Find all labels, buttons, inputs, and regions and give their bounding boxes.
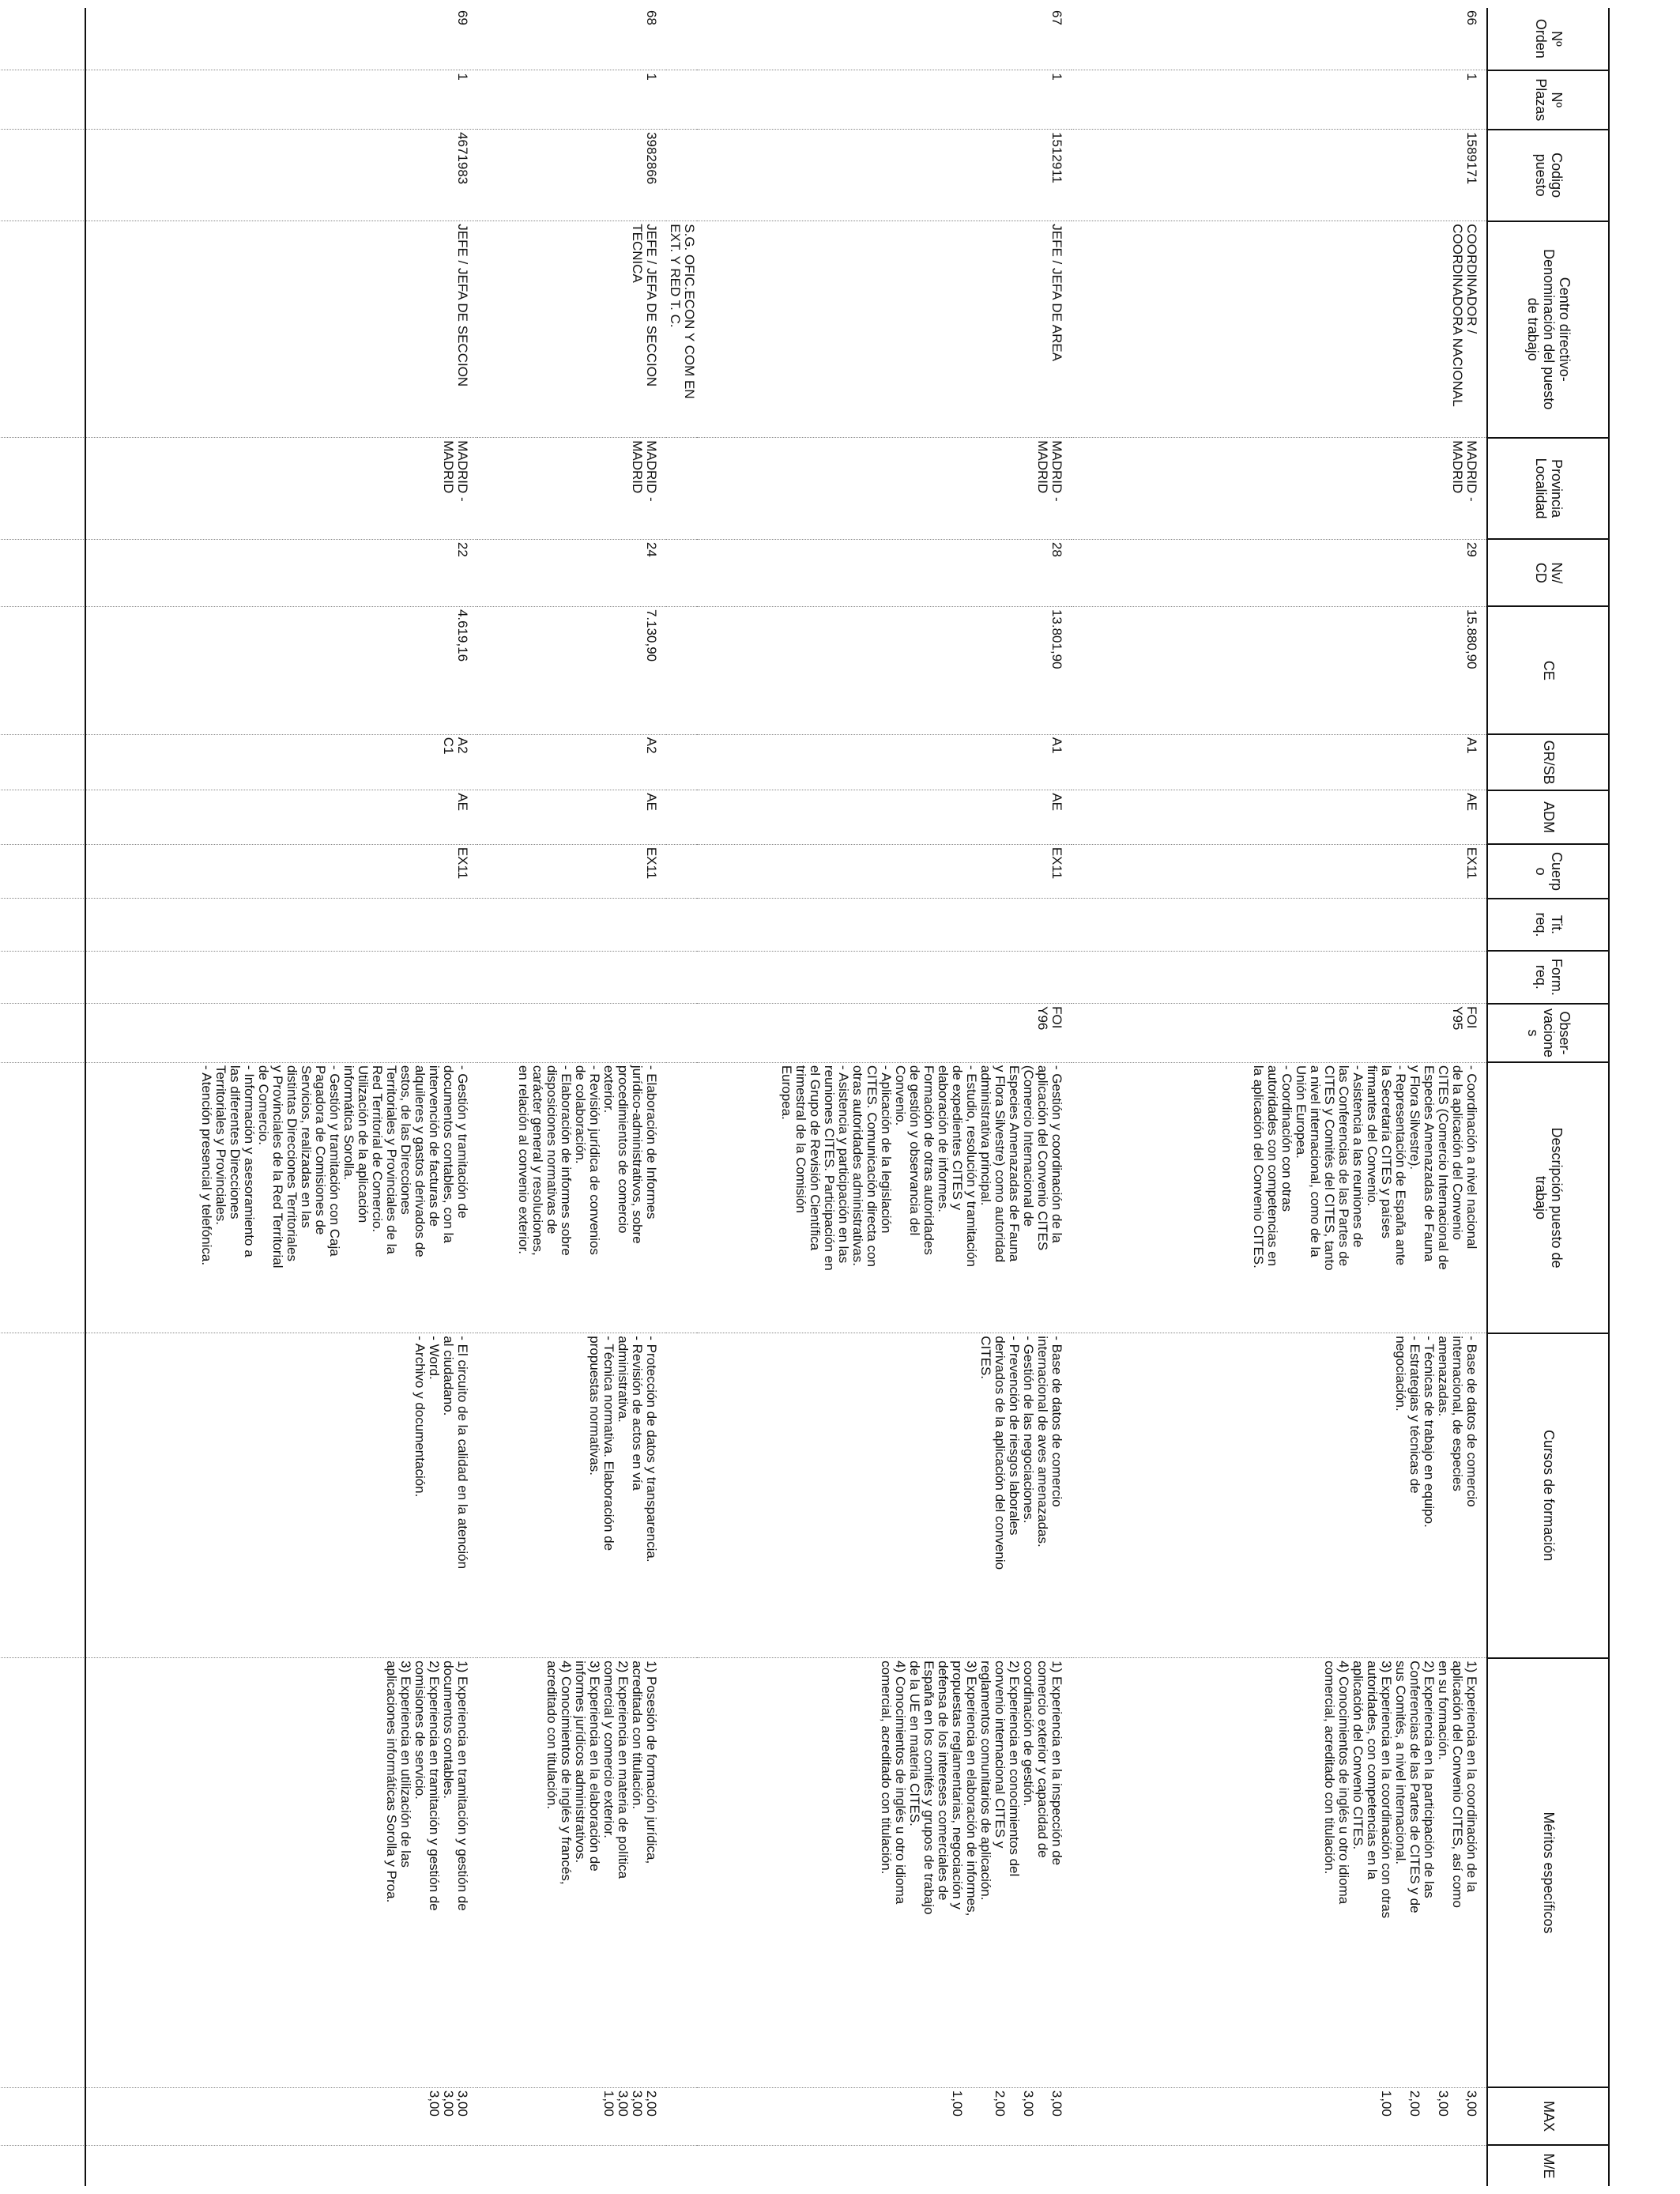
cell-me <box>0 2145 477 2186</box>
table-row <box>477 8 666 2186</box>
cell-provincia: MADRID - MADRID <box>0 438 477 540</box>
cell-descripcion: - Gestión y tramitación de documentos contables, con la intervención de facturas de alquileres y gastos derivados de estos, de las Direcciones Territoriales y Provinciales de la Red Territorial de Comercio. Utilización de la aplicación informática Sorolla. - Gestión y tramitación con Caja Pagadora de Comisiones de Servicios, realizadas en las distintas Direcciones Territoriales y Provinciales de la Red Territorial de Comercio. - Información y asesoramiento a las diferentes Direcciones Territoriales y Provinciales. - Atención presencial y telefónica. <box>0 1062 477 1333</box>
cell-nv-cd: 28 <box>698 539 1072 606</box>
cell-max: 2,00 3,00 3,00 1,00 <box>477 2087 666 2145</box>
table-row <box>0 8 477 2186</box>
cell-plazas: 1 <box>1072 70 1487 130</box>
cell-orden: 67 <box>1049 10 1064 25</box>
cell-provincia: MADRID - MADRID <box>698 438 1072 540</box>
header-ce: CE <box>1487 606 1610 734</box>
cell-observaciones: FOI Y95 <box>1072 1004 1487 1063</box>
cell-cuerpo: EX11 <box>1072 844 1487 898</box>
cell-provincia: MADRID - MADRID <box>477 438 666 540</box>
cell-orden: 66 <box>1464 10 1479 25</box>
cell-ce: 7.130,90 <box>477 606 666 734</box>
cell-cuerpo: EX11 <box>0 844 477 898</box>
cell-descripcion: - Coordinación a nivel nacional de la aplicación del Convenio CITES (Comercio Internacional de Especies Amenazadas de Fauna y Flora Silvestre). - Representación de España ante la Secretaría CITES y países firmantes del Convenio. - Asistencia a las reuniones de las Conferencias de las Partes de CITES y Comités del CITES, tanto a nivel internacional, como de la Unión Europea. - Coordinación con otras autoridades con competencias en la aplicación del Convenio CITES. <box>1072 1062 1487 1333</box>
cell-cursos: - Base de datos de comercio internacional, de especies amenazadas. - Técnicas de trabajo en equipo. - Estrategias y técnicas de negociación. <box>1072 1333 1487 1658</box>
table-body <box>0 8 1487 2186</box>
cell-meritos: 1) Experiencia en la inspección de comercio exterior y capacidad de coordinación de gestión. 2) Experiencia en conocimientos del convenio internacional CITES y reglamentos comunitarios de aplicación. 3) Experiencia en elaboración de informes, propuestas reglamentarias, negociación y defensa de los intereses comerciales de España en los comités y grupos de trabajo de la UE en materia CITES. 4) Conocimientos de inglés u otro idioma comercial, acreditado con titulación. <box>698 1658 1072 2088</box>
cell-nv-cd: 22 <box>0 539 477 606</box>
header-tit-req: Tit. req. <box>1487 899 1610 951</box>
header-codigo: Codigo puesto <box>1487 130 1610 221</box>
cell-nv-cd: 24 <box>477 539 666 606</box>
cell-ce: 13.801,90 <box>698 606 1072 734</box>
header-plazas: Nº Plazas <box>1487 70 1610 130</box>
cell-adm: AE <box>477 790 666 844</box>
cell-ce: 4.619,16 <box>0 606 477 734</box>
cell-me <box>1072 2145 1487 2186</box>
cell-observaciones <box>0 1004 477 1063</box>
header-provincia: Provincia Localidad <box>1487 438 1610 540</box>
header-form-req: Form. req. <box>1487 951 1610 1003</box>
cell-provincia: MADRID - MADRID <box>1072 438 1487 540</box>
table-header <box>1487 8 1610 2186</box>
cell-cursos: - El circuito de la calidad en la atención al ciudadano. - Word. - Archivo y documentación. <box>0 1333 477 1658</box>
header-adm: ADM <box>1487 790 1610 844</box>
cell-tit-req <box>477 899 666 951</box>
table-row <box>698 8 1072 2186</box>
cell-descripcion: - Gestión y coordinación de la aplicación del Convenio CITES (Comercio Internacional de Especies Amenazadas de Fauna y Flora Silvestre) como autoridad administrativa principal. - Estudio, resolución y tramitación de expedientes CITES y elaboración de informes. Formación de otras autoridades de gestión y observancia del Convenio. - Aplicación de la legislación CITES. Comunicación directa con otras autoridades administrativas. - Asistencia y participación en las reuniones CITES. Participación en el Grupo de Revisión Científica trimestral de la Comisión Europea. <box>698 1062 1072 1333</box>
header-cursos: Cursos de formación <box>1487 1333 1610 1658</box>
cell-nv-cd: 29 <box>1072 539 1487 606</box>
rotated-sheet <box>85 8 1610 2186</box>
header-me: M/E <box>1487 2145 1610 2186</box>
cell-meritos: 1) Experiencia en tramitación y gestión de documentos contables. 2) Experiencia en tramitación y gestión de comisiones de servicio. 3) Experiencia en utilización de las aplicaciones informáticas Sorolla y Proa. <box>0 1658 477 2088</box>
cell-centro: JEFE / JEFA DE AREA <box>698 221 1072 438</box>
cell-adm: AE <box>698 790 1072 844</box>
cell-gr-sb: A2 C1 <box>0 734 477 790</box>
header-orden: Nº Orden <box>1533 18 1565 58</box>
cell-ce: 15.880,90 <box>1072 606 1487 734</box>
cell-gr-sb: A1 <box>1072 734 1487 790</box>
cell-max: 3,00 3,00 2,00 1,00 <box>1072 2087 1487 2145</box>
cell-meritos: 1) Experiencia en la coordinación de la aplicación del Convenio CITES, así como en su formación. 2) Experiencia en la participación de las Conferencias de las Partes de CITES y de sus Comités, a nivel internacional. 3) Experiencia en la coordinación con otras autoridades, con competencias en la aplicación del Convenio CITES. 4) Conocimientos de inglés u otro idioma comercial, acreditado con titulación. <box>1072 1658 1487 2088</box>
cell-codigo: 1589171 <box>1072 130 1487 221</box>
cell-observaciones <box>477 1004 666 1063</box>
cell-cursos: - Base de datos de comercio internacional de aves amenazadas. - Gestión de las negociaciones. - Prevención de riesgos laborales derivados de la aplicación del convenio CITES. <box>698 1333 1072 1658</box>
cell-meritos: 1) Posesión de formación jurídica, acreditada con titulación. 2) Experiencia en materia de política comercial y comercio exterior. 3) Experiencia en la elaboración de informes jurídicos administrativos. 4) Conocimientos de inglés y francés, acreditado con titulación. <box>477 1658 666 2088</box>
cell-orden: 68 <box>644 10 659 25</box>
cell-orden: 69 <box>455 10 470 25</box>
unit-label: S.G. OFIC.ECON Y COM EN EXT. Y RED T. C. <box>666 221 698 438</box>
header-observaciones: Obser- vaciones <box>1487 1004 1610 1063</box>
cell-adm: AE <box>1072 790 1487 844</box>
header-descripcion: Descripción puesto de trabajo <box>1487 1062 1610 1333</box>
cell-me <box>698 2145 1072 2186</box>
header-centro: Centro directivo- Denominación del puesto de trabajo <box>1487 221 1610 438</box>
header-gr-sb: GR/SB <box>1487 734 1610 790</box>
cell-cursos: - Protección de datos y transparencia. - Revisión de actos en vía administrativa. - Técnica normativa. Elaboración de propuestas normativas. <box>477 1333 666 1658</box>
header-meritos: Méritos específicos <box>1487 1658 1610 2088</box>
job-table <box>0 8 1610 2186</box>
cell-gr-sb: A1 <box>698 734 1072 790</box>
cell-plazas: 1 <box>477 70 666 130</box>
cell-gr-sb: A2 <box>477 734 666 790</box>
cell-adm: AE <box>0 790 477 844</box>
cell-descripcion: - Elaboración de Informes jurídico-administrativos, sobre procedimientos de comercio exterior. - Revisión jurídica de convenios de colaboración. - Elaboración de informes sobre disposiciones normativas de carácter general y resoluciones, en relación al convenio exterior. <box>477 1062 666 1333</box>
header-cuerpo: Cuerpo <box>1487 844 1610 898</box>
cell-form-req <box>698 951 1072 1003</box>
unit-row <box>666 8 698 2186</box>
cell-me <box>477 2145 666 2186</box>
table-row <box>1072 8 1487 2186</box>
header-max: MAX <box>1487 2087 1610 2145</box>
cell-form-req <box>477 951 666 1003</box>
cell-tit-req <box>698 899 1072 951</box>
cell-codigo: 1512911 <box>698 130 1072 221</box>
cell-plazas: 1 <box>0 70 477 130</box>
cell-cuerpo: EX11 <box>477 844 666 898</box>
cell-plazas: 1 <box>698 70 1072 130</box>
cell-cuerpo: EX11 <box>698 844 1072 898</box>
cell-centro: JEFE / JEFA DE SECCION TECNICA <box>477 221 666 438</box>
cell-centro: JEFE / JEFA DE SECCION <box>0 221 477 438</box>
cell-observaciones: FOI Y96 <box>698 1004 1072 1063</box>
cell-codigo: 3982866 <box>477 130 666 221</box>
cell-centro: COORDINADOR / COORDINADORA NACIONAL <box>1072 221 1487 438</box>
cell-tit-req <box>0 899 477 951</box>
header-nv-cd: Nv/ CD <box>1487 539 1610 606</box>
cell-codigo: 4671983 <box>0 130 477 221</box>
cell-max: 3,00 3,00 3,00 <box>0 2087 477 2145</box>
cell-max: 3,00 3,00 2,00 1,00 <box>698 2087 1072 2145</box>
cell-tit-req <box>1072 899 1487 951</box>
cell-form-req <box>0 951 477 1003</box>
cell-form-req <box>1072 951 1487 1003</box>
